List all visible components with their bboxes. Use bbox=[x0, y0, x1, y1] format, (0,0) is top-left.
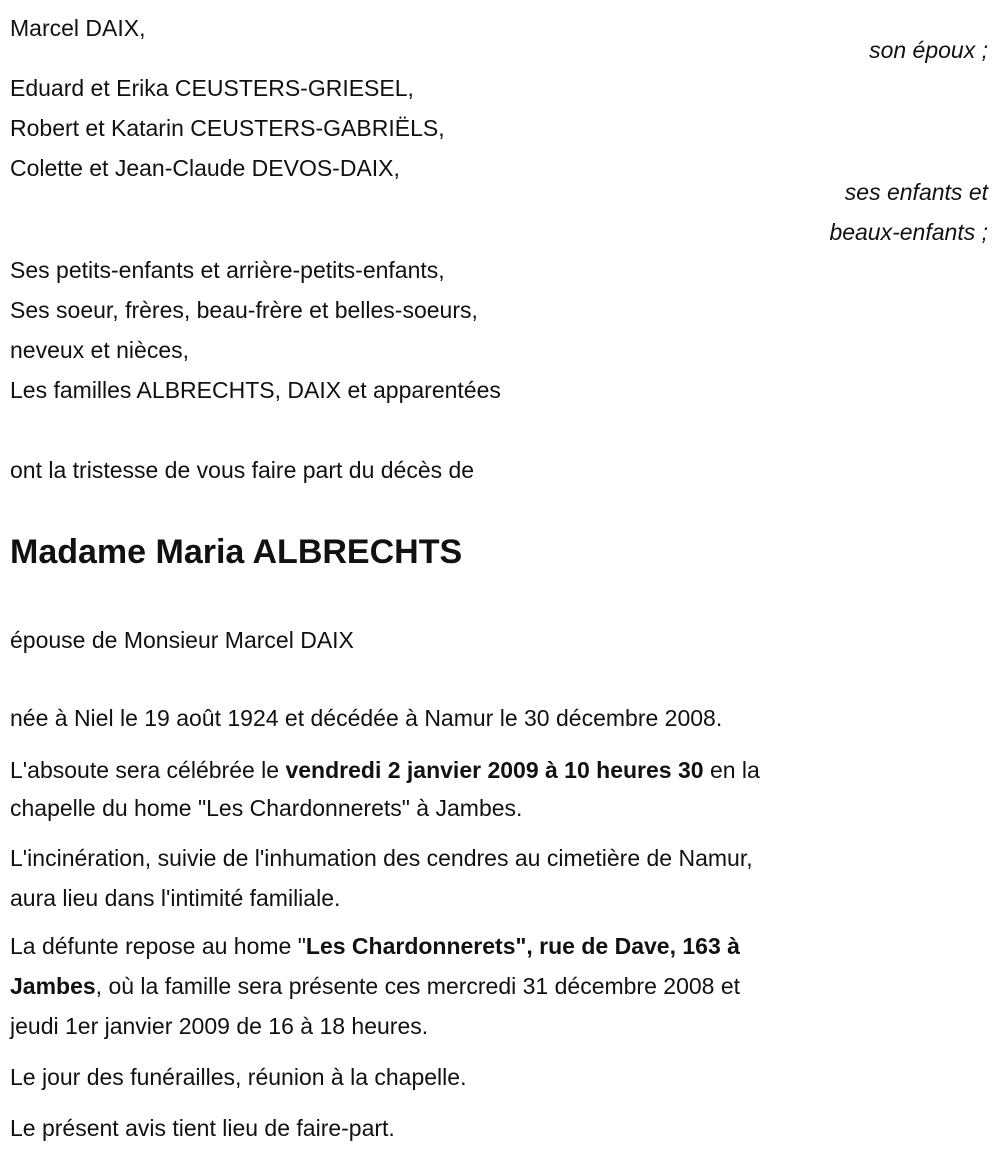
absoute-line bbox=[10, 750, 760, 790]
incineration-line: L'incinération, suivie de l'inhumation des cendres au cimetière de Namur, bbox=[10, 845, 753, 871]
absoute-pre: L'absoute sera célébrée le bbox=[10, 757, 286, 783]
incineration-line: aura lieu dans l'intimité familiale. bbox=[10, 885, 341, 911]
repose-pre: La défunte repose au home " bbox=[10, 933, 306, 959]
child-line: Robert et Katarin CEUSTERS-GABRIËLS, bbox=[10, 115, 445, 141]
repose-town: Jambes bbox=[10, 973, 96, 999]
notice: Le présent avis tient lieu de faire-part. bbox=[10, 1115, 395, 1141]
deceased-name: Madame Maria ALBRECHTS bbox=[10, 533, 463, 571]
child-line: Colette et Jean-Claude DEVOS-DAIX, bbox=[10, 155, 400, 181]
repose-hours: jeudi 1er janvier 2009 de 16 à 18 heures. bbox=[10, 1013, 429, 1039]
family-line: Les familles ALBRECHTS, DAIX et apparentées bbox=[10, 377, 501, 403]
spouse-role: son époux ; bbox=[869, 37, 988, 63]
funeral-day: Le jour des funérailles, réunion à la chapelle. bbox=[10, 1064, 467, 1090]
spouse-of: épouse de Monsieur Marcel DAIX bbox=[10, 627, 354, 653]
child-line: Eduard et Erika CEUSTERS-GRIESEL, bbox=[10, 75, 414, 101]
repose-dates: , où la famille sera présente ces mercredi 31 décembre 2008 et bbox=[95, 973, 741, 999]
absoute-date: vendredi 2 janvier 2009 à 10 heures 30 bbox=[285, 757, 704, 783]
family-line: Ses soeur, frères, beau-frère et belles-soeurs, bbox=[10, 297, 478, 323]
children-role: ses enfants et bbox=[844, 179, 988, 205]
family-line: Ses petits-enfants et arrière-petits-enfants, bbox=[10, 257, 445, 283]
family-line: neveux et nièces, bbox=[10, 337, 190, 363]
absoute-place: chapelle du home "Les Chardonnerets" à Jambes. bbox=[10, 795, 523, 821]
announcement: ont la tristesse de vous faire part du décès de bbox=[10, 457, 475, 483]
repose-line bbox=[10, 966, 740, 1006]
repose-address: Les Chardonnerets", rue de Dave, 163 à bbox=[305, 933, 740, 959]
absoute-post: en la bbox=[703, 757, 760, 783]
birth-death: née à Niel le 19 août 1924 et décédée à Namur le 30 décembre 2008. bbox=[10, 705, 723, 731]
spouse-name: Marcel DAIX, bbox=[10, 15, 146, 41]
repose-line bbox=[10, 926, 740, 966]
children-role: beaux-enfants ; bbox=[829, 219, 988, 245]
